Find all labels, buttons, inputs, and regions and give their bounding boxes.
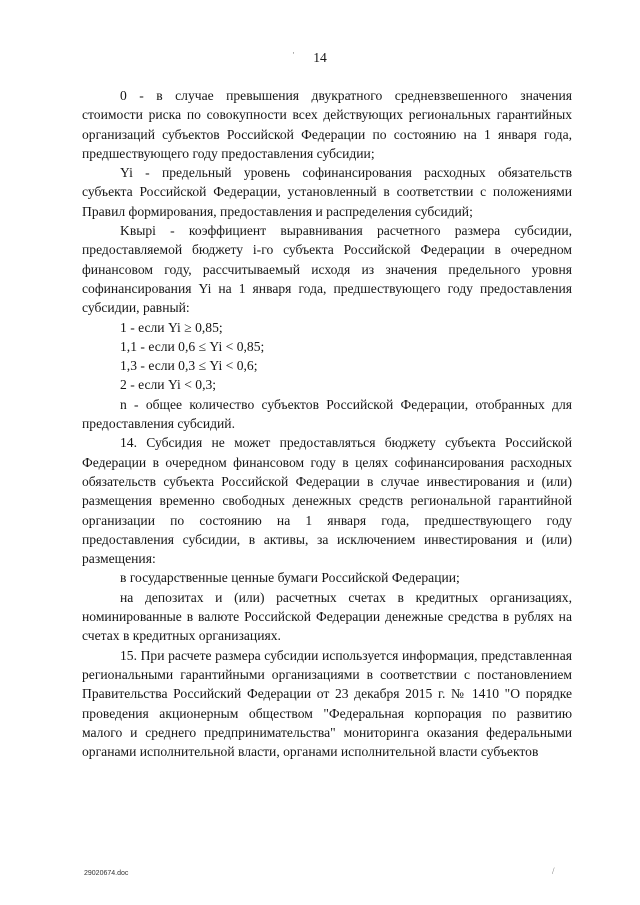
page-number: 14 [313, 50, 327, 65]
list-item-coef-1: 1 - если Yi ≥ 0,85; [120, 319, 223, 335]
document-body [82, 86, 572, 761]
scan-tick-mark: · [292, 48, 295, 58]
scan-edge-mark: / [552, 866, 555, 876]
paragraph-securities: в государственные ценные бумаги Российской Федерации; [120, 570, 460, 586]
paragraph-kvyr-definition: Kвырi - коэффициент выравнивания расчетного размера субсидии, предоставляемой бюджету i-го субъекта Российской Федерации в очередном финансовом году, рассчитываемый исходя из значения предельного уровня софинансирования Yi на 1 января года, предшествующего году предоставления субсидии, равный: [82, 223, 572, 316]
paragraph-n-definition: n - общее количество субъектов Российской Федерации, отобранных для предоставления субсидий. [82, 396, 572, 432]
list-item-coef-3: 1,3 - если 0,3 ≤ Yi < 0,6; [120, 358, 258, 374]
paragraph-clause-14: 14. Субсидия не может предоставляться бюджету субъекта Российской Федерации в очередном финансовом году в целях софинансирования расходных обязательств субъекта Российской Федерации в случае инвестирования и (или) размещения временно свободных денежных средств региональной гарантийной организации по состоянию на 1 января года, предшествующего году предоставления субсидии, в активы, за исключением инвестирования и (или) размещения: [82, 435, 572, 567]
paragraph-yi-definition: Yi - предельный уровень софинансирования расходных обязательств субъекта Российской Федерации, установленный в соответствии с положениями Правил формирования, предоставления и распределения субсидий; [82, 165, 572, 219]
list-item-coef-4: 2 - если Yi < 0,3; [120, 377, 217, 393]
footer-file-code: 29020674.doc [84, 870, 129, 877]
paragraph-clause-15: 15. При расчете размера субсидии используется информация, представленная региональными гарантийными организациями в соответствии с постановлением Правительства Российский Федерации от 23 декабря 2015 г. № 1410 "О порядке проведения акционерным обществом "Федеральная корпорация по развитию малого и среднего предпринимательства" мониторинга оказания федеральными органами исполнительной власти, органами исполнительной власти субъектов [82, 647, 572, 760]
paragraph-risk-condition: 0 - в случае превышения двукратного средневзвешенного значения стоимости риска по совокупности всех действующих региональных гарантийных организаций субъектов Российской Федерации по состоянию на 1 января года, предшествующего году предоставления субсидии; [82, 88, 572, 161]
list-item-coef-2: 1,1 - если 0,6 ≤ Yi < 0,85; [120, 338, 265, 354]
paragraph-deposits: на депозитах и (или) расчетных счетах в кредитных организациях, номинированные в валюте Российской Федерации денежные средства в рублях на счетах в кредитных организациях. [82, 589, 572, 644]
